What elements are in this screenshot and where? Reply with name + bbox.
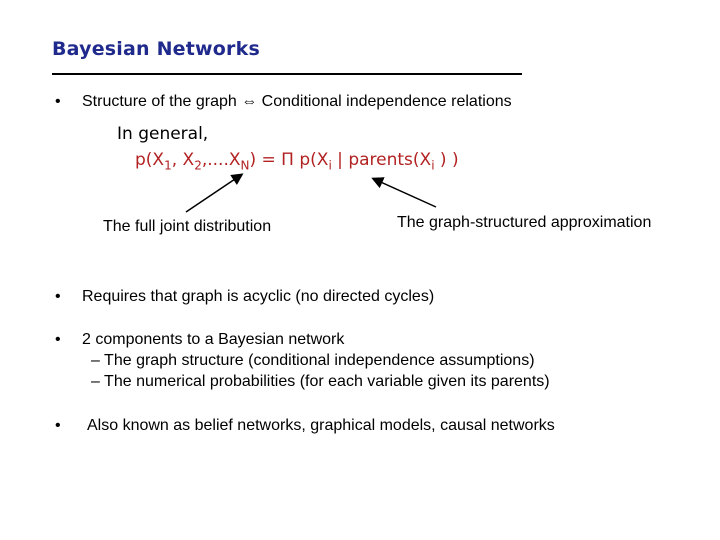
factorization-formula: $p(X_1$, $X_2,....X_N) = \Pi$ $p(X_i$ | $parents(X_i$ ) ) (135, 150, 459, 173)
in-general-label: In general, (117, 124, 209, 144)
bullet-aka-text: Also known as belief networks, graphical models, causal networks (87, 417, 555, 434)
bullet-marker: • (55, 93, 61, 110)
slide-title: Bayesian Networks (52, 38, 260, 60)
bullet-marker: • (55, 417, 61, 434)
graph-approx-label: The graph-structured approximation (397, 214, 652, 231)
bullet-marker: • (55, 288, 61, 305)
bullet-marker: • (55, 331, 61, 348)
bullet-acyclic-text: Requires that graph is acyclic (no directed cycles) (82, 288, 435, 305)
arrow-to-approximation (374, 179, 436, 207)
full-joint-label: The full joint distribution (103, 218, 272, 235)
sub-item-graph-structure: – The graph structure (conditional independence assumptions) (91, 352, 535, 369)
bullet-structure-text: Structure of the graph ⇔ Conditional independence relations (82, 93, 512, 110)
bullet-components-text: 2 components to a Bayesian network (82, 331, 345, 348)
arrow-to-joint (186, 175, 241, 212)
sub-item-probabilities: – The numerical probabilities (for each variable given its parents) (91, 373, 550, 390)
